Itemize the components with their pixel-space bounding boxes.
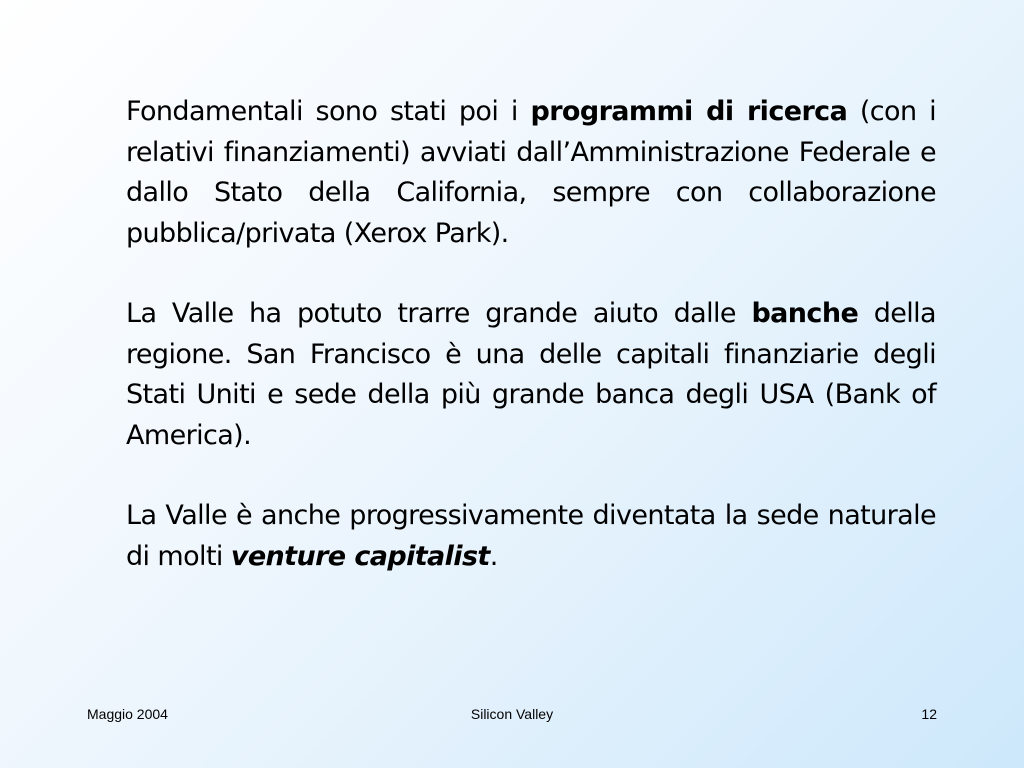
paragraph-text: La Valle è anche progressivamente diventata la sede naturale di molti [126, 500, 936, 572]
footer-title: Silicon Valley [470, 706, 554, 722]
emphasis-venture-capitalist: venture capitalist [230, 540, 490, 572]
paragraph-text: La Valle ha potuto trarre grande aiuto dalle [126, 298, 752, 329]
paragraph-text: . [489, 540, 498, 572]
paragraph-text: della regione. San Francisco è una delle capitali finanziarie degli Stati Uniti e sede della più grande banca degli USA (Bank of America). [126, 298, 936, 451]
footer-date: Maggio 2004 [87, 706, 168, 722]
emphasis-banche: banche [751, 298, 859, 329]
paragraph-text: (con i relativi finanziamenti) avviati dall’Amministrazione Federale e dallo Stato della California, sempre con collaborazione pubblica/privata (Xerox Park). [126, 96, 937, 249]
slide-body [126, 92, 936, 577]
emphasis-programmi-di-ricerca: programmi di ricerca [530, 96, 848, 127]
paragraph-venture-capital [126, 496, 936, 577]
paragraph-research-programs [126, 92, 936, 254]
footer-page-number: 12 [921, 706, 937, 722]
paragraph-text: Fondamentali sono stati poi i [126, 96, 531, 127]
paragraph-banks [126, 294, 936, 456]
